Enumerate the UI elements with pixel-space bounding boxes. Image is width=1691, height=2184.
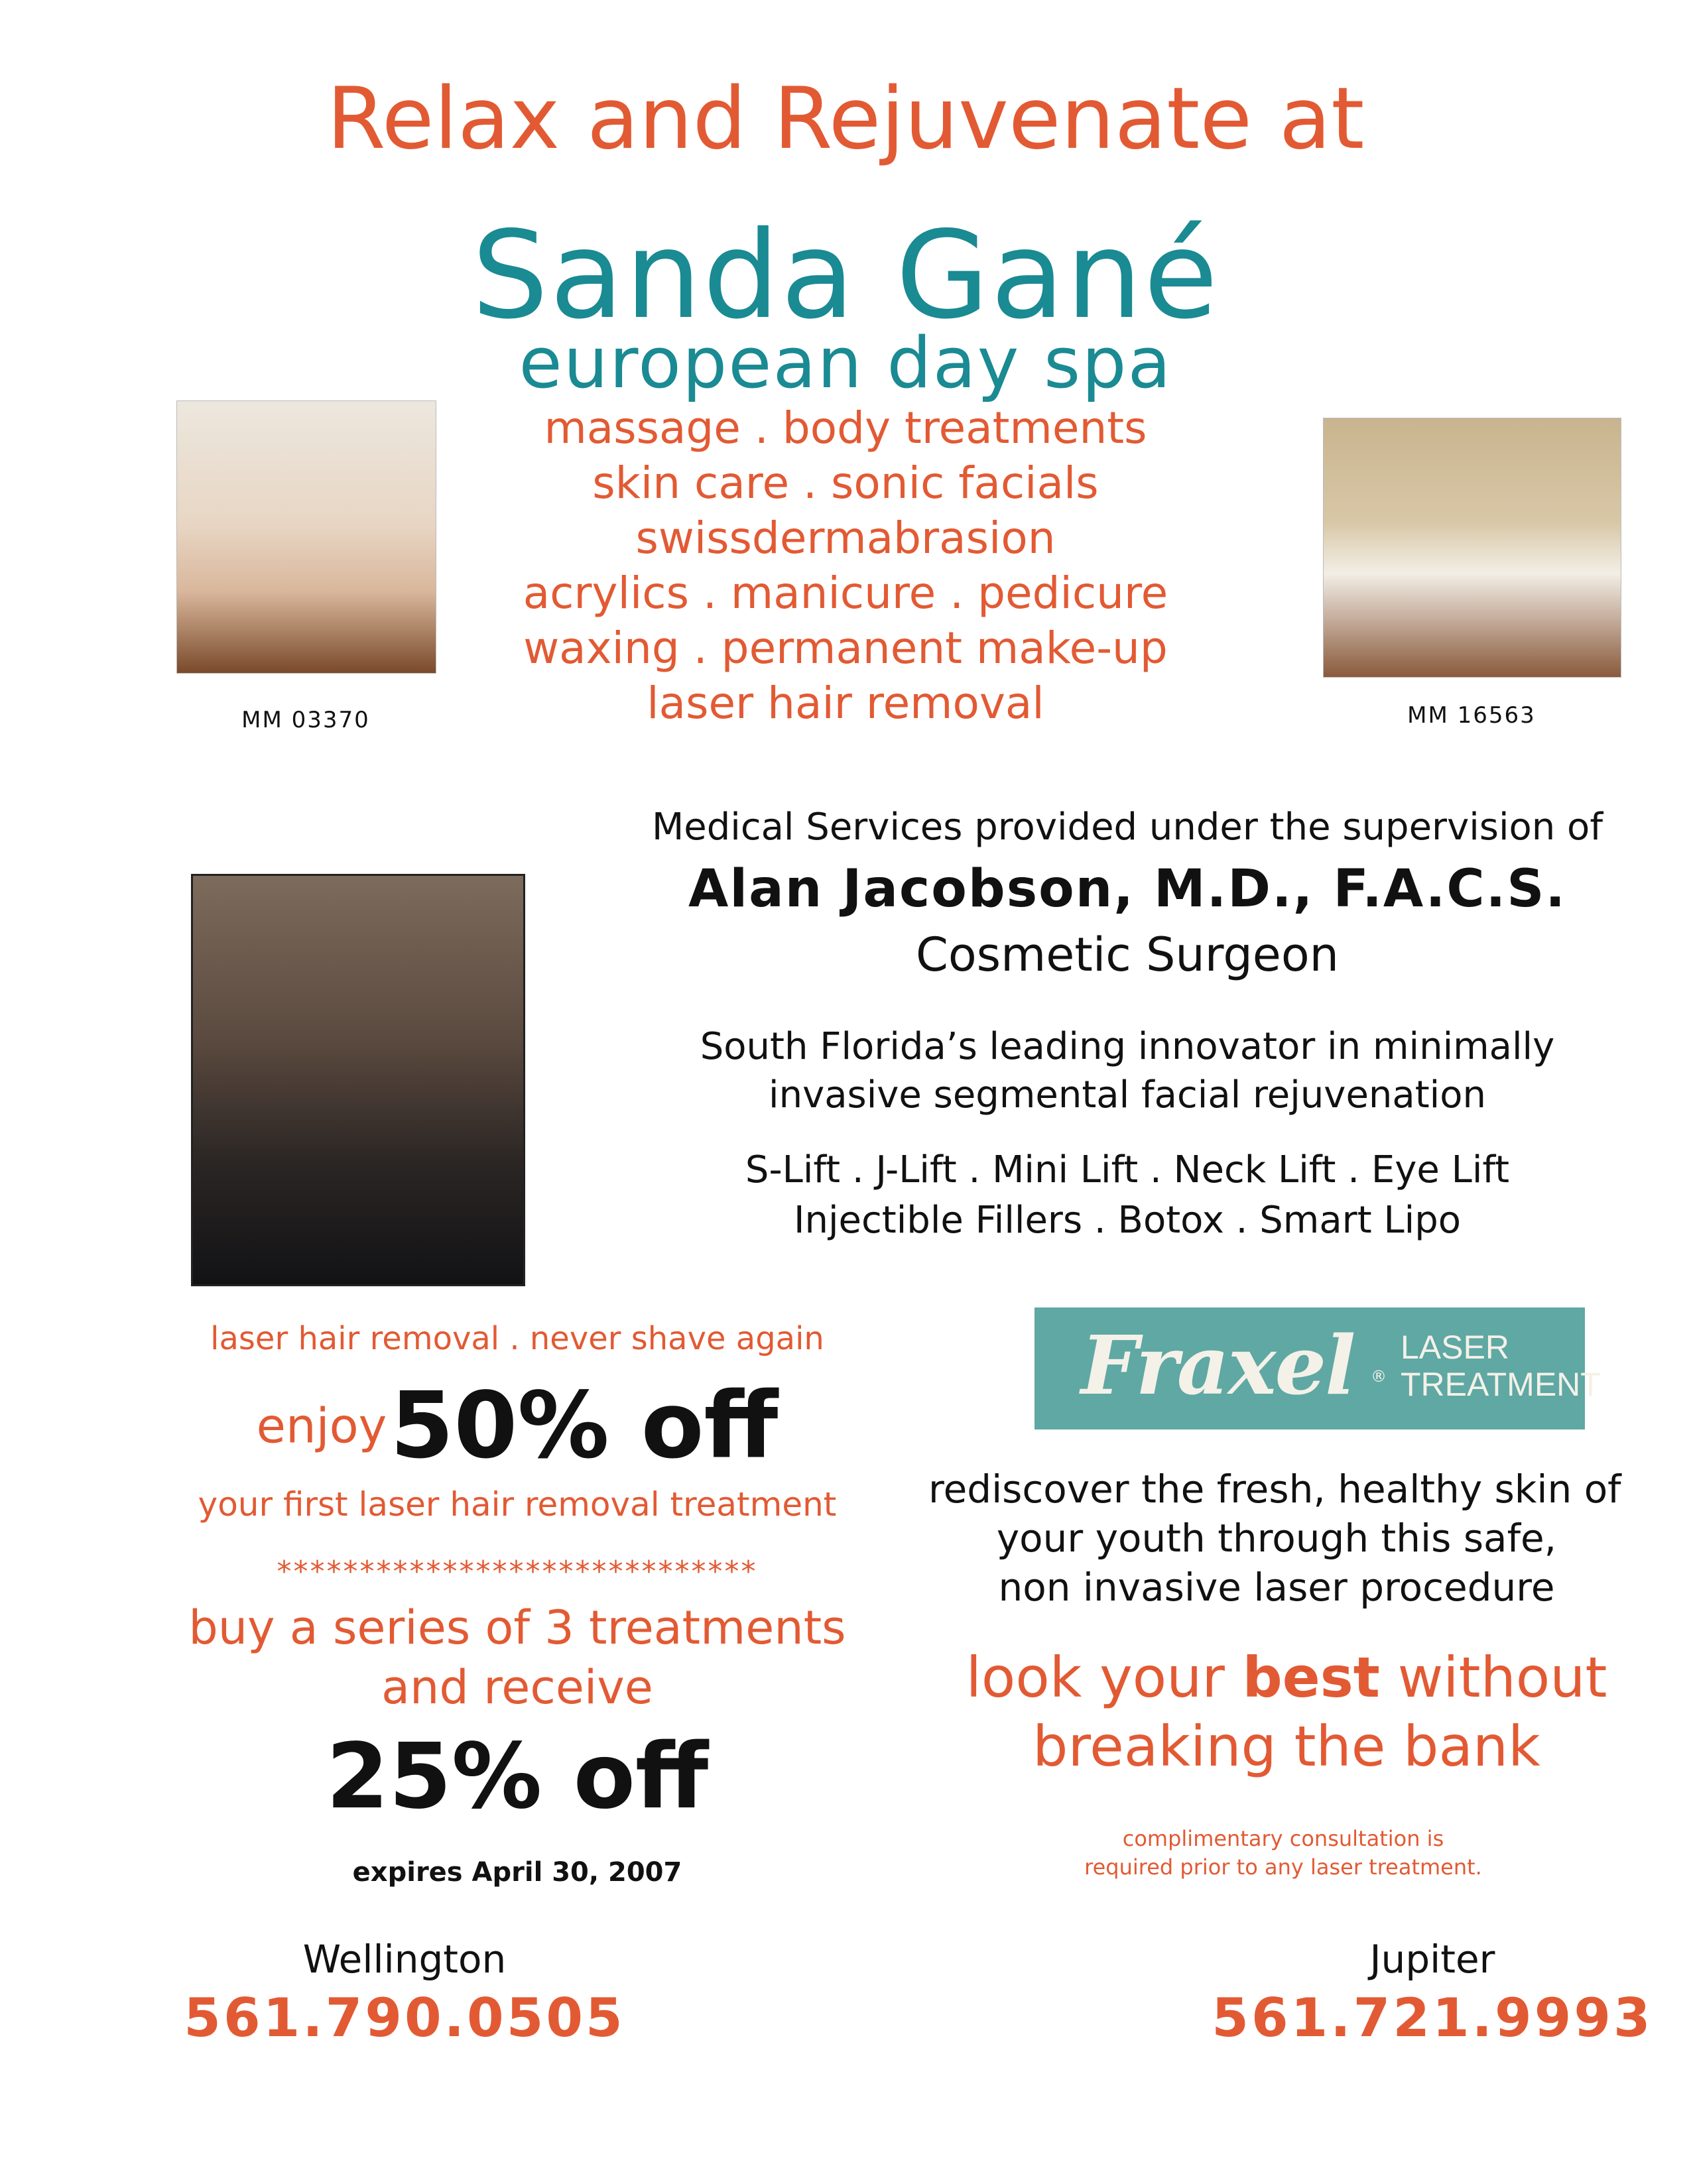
expiration-text: expires April 30, 2007: [352, 1857, 682, 1888]
series-offer-line2: and receive: [381, 1660, 653, 1715]
phone-jupiter[interactable]: 561.721.9993: [1212, 1987, 1653, 2049]
brand-name: Sanda Gané: [471, 205, 1220, 345]
service-item: acrylics . manicure . pedicure: [523, 568, 1168, 619]
laser-tagline: laser hair removal . never shave again: [210, 1320, 824, 1357]
innovator-text-line2: invasive segmental facial rejuvenation: [769, 1073, 1486, 1117]
offer-50-line: [153, 1372, 882, 1479]
slogan-line2: breaking the bank: [1033, 1714, 1540, 1779]
discount-50: 50% off: [390, 1372, 779, 1479]
location-city-wellington: Wellington: [302, 1937, 507, 1982]
enjoy-label: enjoy: [256, 1398, 387, 1454]
fraxel-logo: [1034, 1307, 1601, 1429]
slogan-line1: [895, 1644, 1678, 1711]
consultation-note-line2: required prior to any laser treatment.: [1084, 1854, 1482, 1880]
fraxel-description-line1: rediscover the fresh, healthy skin of: [928, 1467, 1621, 1512]
service-item: skin care . sonic facials: [592, 457, 1099, 509]
services-list: [464, 400, 1227, 731]
brand-subtitle: european day spa: [519, 322, 1172, 404]
photo-caption-left: MM 03370: [241, 707, 370, 733]
procedures-line1: S-Lift . J-Lift . Mini Lift . Neck Lift . Eye Lift: [745, 1148, 1510, 1191]
innovator-text-line1: South Florida’s leading innovator in minimally: [700, 1025, 1555, 1068]
procedures-line2: Injectible Fillers . Botox . Smart Lipo: [793, 1199, 1462, 1242]
slogan-pre: look your: [966, 1645, 1243, 1710]
service-item: massage . body treatments: [544, 402, 1147, 454]
fraxel-description-line2: your youth through this safe,: [996, 1516, 1557, 1561]
slogan-best: best: [1242, 1645, 1380, 1710]
service-item: waxing . permanent make-up: [523, 623, 1168, 674]
fraxel-description-line3: non invasive laser procedure: [998, 1565, 1555, 1610]
doctor-name: Alan Jacobson, M.D., F.A.C.S.: [688, 859, 1567, 919]
registered-mark: ®: [1371, 1367, 1387, 1386]
fraxel-laser-label: LASER: [1401, 1329, 1509, 1366]
headline: Relax and Rejuvenate at: [326, 70, 1365, 168]
fraxel-wordmark: Fraxel: [1081, 1317, 1355, 1413]
service-item: swissdermabrasion: [635, 513, 1056, 564]
star-divider: *****************************: [277, 1555, 758, 1589]
photo-caption-right: MM 16563: [1407, 702, 1536, 729]
supervision-text: Medical Services provided under the supervision of: [651, 806, 1603, 849]
first-treatment-text: your first laser hair removal treatment: [198, 1485, 837, 1524]
facial-massage-photo: [176, 400, 436, 674]
hot-stone-massage-photo: [1323, 418, 1621, 678]
series-offer-line1: buy a series of 3 treatments: [188, 1601, 846, 1655]
doctor-portrait-photo: [191, 874, 525, 1286]
location-city-jupiter: Jupiter: [1369, 1937, 1495, 1982]
fraxel-treatment-label: TREATMENT: [1401, 1366, 1601, 1403]
doctor-title: Cosmetic Surgeon: [915, 928, 1340, 982]
consultation-note-line1: complimentary consultation is: [1122, 1826, 1444, 1851]
phone-wellington[interactable]: 561.790.0505: [184, 1987, 625, 2049]
slogan-post: without: [1379, 1645, 1607, 1710]
discount-25: 25% off: [326, 1725, 709, 1829]
service-item: laser hair removal: [647, 678, 1044, 729]
